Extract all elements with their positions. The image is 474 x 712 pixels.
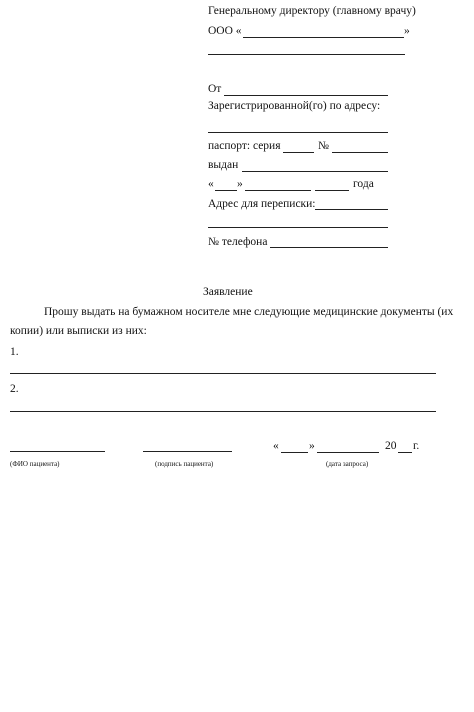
caption-patient-name: (ФИО пациента) bbox=[10, 460, 60, 468]
phone-label: № телефона bbox=[208, 236, 268, 248]
caption-request-date: (дата запроса) bbox=[326, 460, 369, 468]
from-label: От bbox=[208, 83, 222, 95]
item-1-number: 1. bbox=[10, 346, 19, 358]
issue-date-open-quote: « bbox=[208, 178, 214, 190]
item-2-field[interactable] bbox=[10, 411, 436, 412]
issued-by-field[interactable] bbox=[242, 171, 388, 172]
mail-address-field-line2[interactable] bbox=[208, 227, 388, 228]
issue-day-field[interactable] bbox=[215, 190, 237, 191]
mail-address-field[interactable] bbox=[315, 209, 388, 210]
patient-name-field[interactable] bbox=[10, 451, 105, 452]
org-name-field-line2[interactable] bbox=[208, 54, 405, 55]
issue-year-field[interactable] bbox=[315, 190, 349, 191]
request-year-field[interactable] bbox=[398, 452, 412, 453]
from-field[interactable] bbox=[224, 95, 388, 96]
year-suffix: года bbox=[353, 178, 374, 190]
org-suffix: » bbox=[404, 25, 410, 37]
patient-signature-field[interactable] bbox=[143, 451, 232, 452]
item-2-number: 2. bbox=[10, 383, 19, 395]
item-1-field[interactable] bbox=[10, 373, 436, 374]
request-month-field[interactable] bbox=[317, 452, 379, 453]
issue-month-field[interactable] bbox=[245, 190, 311, 191]
document-title: Заявление bbox=[203, 286, 253, 298]
passport-number-field[interactable] bbox=[332, 152, 388, 153]
request-date-close-quote: » bbox=[309, 440, 315, 452]
request-year-suffix: г. bbox=[413, 440, 420, 452]
caption-patient-signature: (подпись пациента) bbox=[155, 460, 214, 468]
org-name-field[interactable] bbox=[243, 37, 404, 38]
registered-address-field[interactable] bbox=[208, 132, 388, 133]
registered-address-label: Зарегистрированной(го) по адресу: bbox=[208, 100, 381, 112]
phone-field[interactable] bbox=[270, 247, 388, 248]
mail-address-label: Адрес для переписки: bbox=[208, 198, 316, 210]
passport-label: паспорт: серия bbox=[208, 140, 281, 152]
request-paragraph-line2: копии) или выписки из них: bbox=[10, 325, 147, 337]
request-year-prefix: 20 bbox=[385, 440, 397, 452]
request-paragraph-line1: Прошу выдать на бумажном носителе мне следующие медицинские документы (их bbox=[44, 306, 454, 318]
request-date-open-quote: « bbox=[273, 440, 279, 452]
passport-series-field[interactable] bbox=[283, 152, 314, 153]
addressee-line: Генеральному директору (главному врачу) bbox=[208, 5, 416, 17]
passport-number-sign: № bbox=[318, 140, 329, 152]
issued-label: выдан bbox=[208, 159, 239, 171]
issue-date-close-quote: » bbox=[237, 178, 243, 190]
request-day-field[interactable] bbox=[281, 452, 308, 453]
org-prefix: ООО « bbox=[208, 25, 242, 37]
